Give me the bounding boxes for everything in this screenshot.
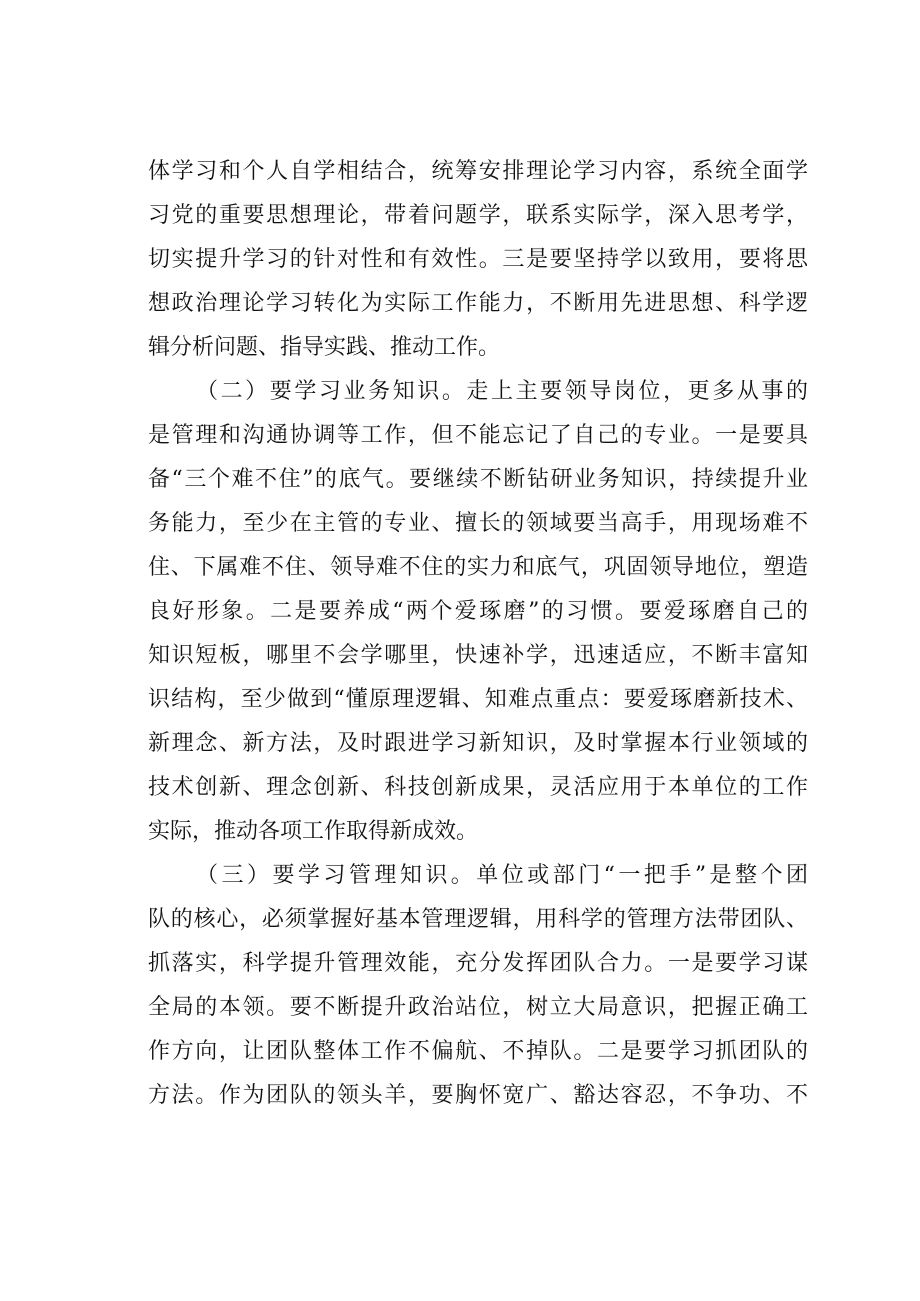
- text-line: 实际，推动各项工作取得新成效。: [148, 819, 479, 844]
- text-line: 队的核心，必须掌握好基本管理逻辑，用科学的管理方法带团队、: [148, 907, 808, 932]
- section-heading-line: （二）要学习业务知识。走上主要领导岗位，更多从事的: [196, 379, 808, 404]
- text-line: 识结构，至少做到“懂原理逻辑、知难点重点：要爱琢磨新技术、: [148, 687, 808, 712]
- text-line: 是管理和沟通协调等工作，但不能忘记了自己的专业。一是要具: [148, 423, 808, 448]
- text-line: 作方向，让团队整体工作不偏航、不掉队。二是要学习抓团队的: [148, 1039, 808, 1064]
- text-line: 想政治理论学习转化为实际工作能力，不断用先进思想、科学逻: [148, 291, 808, 316]
- text-line: 新理念、新方法，及时跟进学习新知识，及时掌握本行业领域的: [148, 731, 808, 756]
- text-line: 技术创新、理念创新、科技创新成果，灵活应用于本单位的工作: [148, 775, 808, 800]
- text-line: 体学习和个人自学相结合，统筹安排理论学习内容，系统全面学: [148, 159, 808, 184]
- text-line: 切实提升学习的针对性和有效性。三是要坚持学以致用，要将思: [148, 247, 808, 272]
- text-line: 方法。作为团队的领头羊，要胸怀宽广、豁达容忍，不争功、不: [148, 1083, 808, 1108]
- text-line: 知识短板，哪里不会学哪里，快速补学，迅速适应，不断丰富知: [148, 643, 808, 668]
- text-line: 住、下属难不住、领导难不住的实力和底气，巩固领导地位，塑造: [148, 555, 808, 580]
- text-line: 辑分析问题、指导实践、推动工作。: [148, 335, 501, 360]
- text-line: 良好形象。二是要养成“两个爱琢磨”的习惯。要爱琢磨自己的: [148, 599, 808, 624]
- text-line: 抓落实，科学提升管理效能，充分发挥团队合力。一是要学习谋: [148, 951, 808, 976]
- section-heading-line: （三）要学习管理知识。单位或部门“一把手”是整个团: [196, 863, 808, 888]
- text-line: 备“三个难不住”的底气。要继续不断钻研业务知识，持续提升业: [148, 467, 808, 492]
- text-line: 全局的本领。要不断提升政治站位，树立大局意识，把握正确工: [148, 995, 808, 1020]
- text-line: 务能力，至少在主管的专业、擅长的领域要当高手，用现场难不: [148, 511, 808, 536]
- text-line: 习党的重要思想理论，带着问题学，联系实际学，深入思考学，: [148, 203, 808, 228]
